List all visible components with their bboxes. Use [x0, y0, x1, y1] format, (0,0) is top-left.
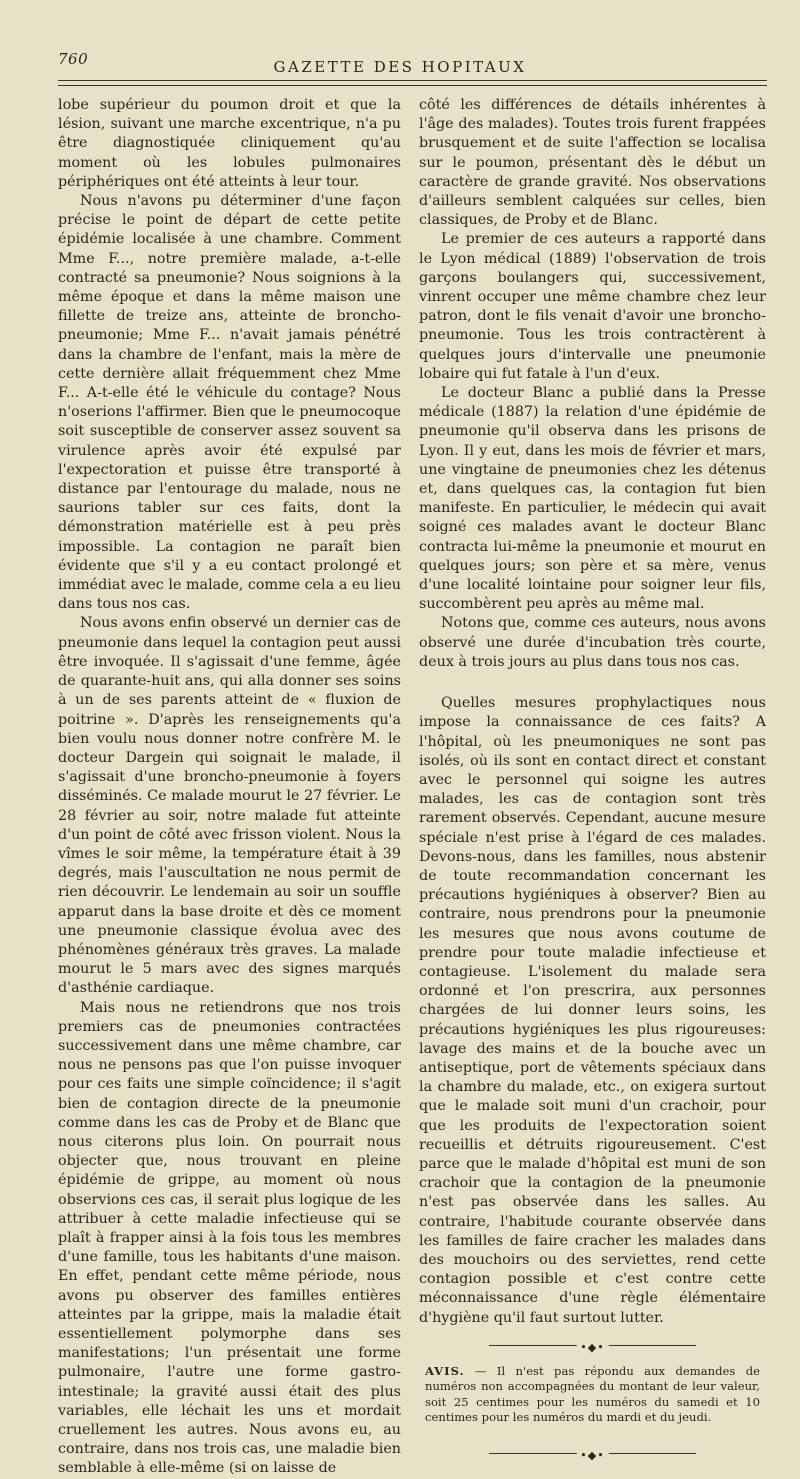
paragraph: côté les différences de détails inhérentes à l'âge des malades). Toutes trois furent frappées brusquement et de suite l'affection se localisa sur le poumon, présentant dès le début un caractère de grande gravité. Nos observations d'ailleurs semblent calquées sur celles, bien classiques, de Proby et de Blanc.: [419, 97, 766, 229]
paragraph: Quelles mesures prophylactiques nous impose la connaissance de ces faits? A l'hôpital, où les pneumoniques ne sont pas isolés, où ils sont en contact direct et constant avec le personnel qui soigne les autres malades, les cas de contagion sont très rarement observés. Cependant, aucune mesure spéciale n'est prise à l'égard de ces malades. Devons-nous, dans les familles, nous abstenir de toute recommandation concernant les précautions hygiéniques à observer? Bien au contraire, nous prendrons pour la pneumonie les mesures que nous avons coutume de prendre pour toute maladie infectieuse et contagieuse. L'isolement du malade sera ordonné et l'on prescrira, aux personnes chargées de lui donner leurs soins, les précautions hygiéniques les plus rigoureuses: lavage des mains et de la bouche avec un antiseptique, port de vêtements spéciaux dans la chambre du malade, etc., on exigera surtout que le malade soit muni d'un crachoir, pour que les produits de l'expectoration soient recueillis et détruits rigoureusement. C'est parce que le malade d'hôpital est muni de son crachoir que la contagion de la pneumonie n'est pas observée dans les salles. Au contraire, l'habitude courante observée dans les familles de faire cracher les malades dans des mouchoirs ou des serviettes, rend cette contagion possible et c'est contre cette méconnaissance d'une règle élémentaire d'hygiène qu'il faut surtout lutter.: [419, 695, 766, 1326]
notice-text: — Il n'est pas répondu aux demandes de numéros non accompagnées du montant de leur valeur, soit 25 centimes pour les numéros du samedi et 10 centimes pour les numéros du mardi et du jeudi.: [425, 1363, 760, 1425]
page-number: 760: [58, 50, 89, 68]
section-divider: [419, 1334, 766, 1356]
notice-label: AVIS.: [425, 1363, 465, 1378]
paragraph: Nous avons enfin observé un dernier cas de pneumonie dans lequel la contagion peut aussi être invoquée. Il s'agissait d'une femme, âgée de quarante-huit ans, qui alla donner ses soins à un de ses parents atteint de « fluxion de poitrine ». D'après les renseignements qu'a bien voulu nous donner notre confrère M. le docteur Dargein qui soignait le malade, il s'agissait d'une broncho-pneumonie à foyers disséminés. Ce malade mourut le 27 février. Le 28 février au soir, notre malade fut atteinte d'un point de côté avec frisson violent. Nous la vîmes le soir même, la température était à 39 degrés, mais l'auscultation ne nous permit de rien découvrir. Le lendemain au soir un souffle apparut dans la base droite et dès ce moment une pneumonie classique évolua avec des phénomènes généraux très graves. La malade mourut le 5 mars avec des signes marqués d'asthénie cardiaque.: [58, 615, 401, 997]
divider-ornament: •◆•: [576, 1446, 608, 1465]
header-rule-thin: [58, 85, 767, 86]
paragraph: Notons que, comme ces auteurs, nous avons observé une durée d'incubation très courte, deux à trois jours au plus dans tous nos cas.: [419, 615, 766, 670]
header-rule: [58, 80, 767, 81]
running-title: GAZETTE DES HOPITAUX: [273, 58, 527, 76]
section-gap: [419, 672, 766, 694]
paragraph: Le docteur Blanc a publié dans la Presse médicale (1887) la relation d'une épidémie de pneumonie qu'il observa dans les prisons de Lyon. Il y eut, dans les mois de février et mars, une vingtaine de pneumonies chez les détenus et, dans quelques cas, la contagion fut bien manifeste. En particulier, le médecin qui avait soigné ces malades avant le docteur Blanc contracta lui-même la pneumonie et mourut en quelques jours; son père et sa mère, venus d'une localité lointaine pour soigner leur fils, succombèrent peu après au même mal.: [419, 385, 766, 613]
left-column: [58, 96, 401, 1479]
end-divider: [419, 1442, 766, 1464]
paragraph: lobe supérieur du poumon droit et que la lésion, suivant une marche excentrique, n'a pu être diagnostiquée cliniquement qu'au moment où les lobules pulmonaires périphériques ont été atteints à leur tour.: [58, 97, 401, 190]
notice: [419, 1364, 766, 1426]
right-column: [419, 96, 766, 1470]
divider-ornament: •◆•: [576, 1338, 608, 1357]
paragraph: Mais nous ne retiendrons que nos trois premiers cas de pneumonies contractées successivement dans une même chambre, car nous ne pensons pas que l'on puisse invoquer pour ces faits une simple coïncidence; il s'agit bien de contagion directe de la pneumonie comme dans les cas de Proby et de Blanc que nous citerons plus loin. On pourrait nous objecter que, nous trouvant en pleine épidémie de grippe, au moment où nous observions ces cas, il serait plus logique de les attribuer à cette maladie infectieuse qui se plaît à frapper ainsi à la fois tous les membres d'une famille, tous les habitants d'une maison. En effet, pendant cette même période, nous avons pu observer des familles entières atteintes par la grippe, mais la maladie était essentiellement polymorphe dans ses manifestations; l'un présentait une forme pulmonaire, l'autre une forme gastro-intestinale; la gravité aussi était des plus variables, elle léchait les uns et mordait cruellement les autres. Nous avons eu, au contraire, dans nos trois cas, une maladie bien semblable à elle-même (si on laisse de: [58, 999, 401, 1477]
paragraph: Le premier de ces auteurs a rapporté dans le Lyon médical (1889) l'observation de trois garçons boulangers qui, successivement, vinrent occuper une même chambre chez leur patron, dont le fils venait d'avoir une broncho-pneumonie. Tous les trois contractèrent à quelques jours d'intervalle une pneumonie lobaire qui fut fatale à l'un d'eux.: [419, 231, 766, 382]
paragraph: Nous n'avons pu déterminer d'une façon précise le point de départ de cette petite épidémie localisée à une chambre. Comment Mme F..., notre première malade, a-t-elle contracté sa pneumonie? Nous soignions à la même époque et dans la même maison une fillette de treize ans, atteinte de broncho-pneumonie; Mme F... n'avait jamais pénétré dans la chambre de l'enfant, mais la mère de cette dernière allait fréquemment chez Mme F... A-t-elle été le véhicule du contage? Nous n'oserions l'affirmer. Bien que le pneumocoque soit susceptible de conserver assez souvent sa virulence après avoir été expulsé par l'expectoration et puisse être transporté à distance par l'entourage du malade, nous ne saurions tabler sur ces faits, dont la démonstration matérielle est à peu près impossible. La contagion ne paraît bien évidente que s'il y a eu contact prolongé et immédiat avec le malade, comme cela a eu lieu dans tous nos cas.: [58, 193, 401, 613]
